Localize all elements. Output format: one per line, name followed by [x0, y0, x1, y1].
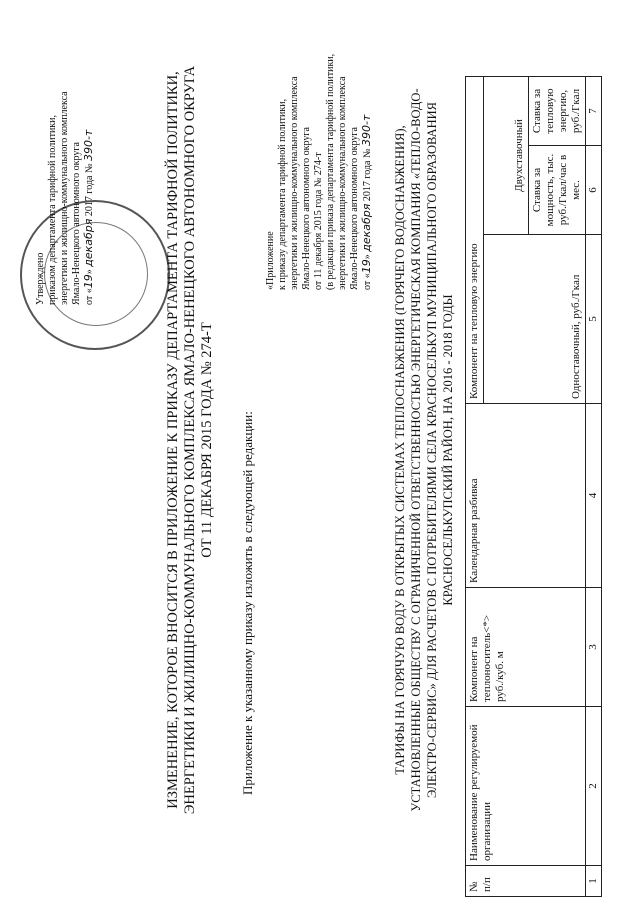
approval-line: Ямало-Ненецкого автономного округа: [71, 142, 82, 305]
column-number: 1: [586, 866, 602, 897]
appendix-line: (в редакции приказа департамента тарифной политики,: [325, 53, 336, 290]
order-number: 390-т: [360, 114, 373, 146]
date-prefix: от «: [362, 273, 373, 290]
appendix-line: «Приложение: [265, 231, 276, 290]
appendix-line: энергетики и жилищно-коммунального комплекса: [289, 76, 300, 290]
date-month: декабря: [82, 218, 95, 267]
header-number: № п/п: [466, 866, 586, 897]
date-prefix: от «: [84, 288, 95, 305]
intro-text: Приложение к указанному приказу изложить в следующей редакции:: [240, 411, 255, 795]
appendix-date-line: [361, 20, 374, 290]
column-number: 4: [586, 404, 602, 588]
heading-line: ИЗМЕНЕНИЕ, КОТОРОЕ ВНОСИТСЯ В ПРИЛОЖЕНИЕ К ПРИКАЗУ ДЕПАРТАМЕНТА ТАРИФНОЙ ПОЛИТИКИ,: [165, 71, 181, 809]
approval-date-line: [83, 45, 96, 305]
document-heading: [165, 50, 216, 830]
date-year: 2017 года №: [84, 163, 95, 217]
heading-line: ЭНЕРГЕТИКИ И ЖИЛИЩНО-КОММУНАЛЬНОГО КОМПЛЕКСА ЯМАЛО-НЕНЕЦКОГО АВТОНОМНОГО ОКРУГА: [182, 65, 198, 815]
column-number: 3: [586, 588, 602, 707]
date-month: декабря: [360, 203, 373, 252]
tariff-title-line: КРАСНОСЕЛЬКУПСКИЙ РАЙОН, НА 2016 - 2018 ГОДЫ: [441, 294, 455, 606]
approval-block: [35, 45, 96, 305]
approval-line: энергетики и жилищно-коммунального комплекса: [59, 91, 70, 305]
column-number: 5: [586, 235, 602, 404]
header-organization: Наименование регулируемой организации: [466, 707, 586, 866]
date-day: 19: [360, 259, 373, 274]
header-carrier-component: Компонент на теплоноситель<*> руб./куб. м: [466, 588, 586, 707]
column-number: 7: [586, 77, 602, 146]
appendix-line: к приказу департамента тарифной политики,: [277, 98, 288, 290]
header-single-rate: Одноставочный, руб./Гкал: [484, 235, 586, 404]
tariff-title-line: ЭЛЕКТРО-СЕРВИС» ДЛЯ РАСЧЕТОВ С ПОТРЕБИТЕЛЯМИ СЕЛА КРАСНОСЕЛЬКУП МУНИЦИПАЛЬНОГО ОБРАЗОВАНИЯ: [425, 102, 439, 799]
heading-line: ОТ 11 ДЕКАБРЯ 2015 ГОДА № 274-Т: [199, 322, 215, 558]
appendix-line: Ямало-Ненецкого автономного округа: [349, 127, 360, 290]
column-number: 6: [586, 146, 602, 235]
appendix-line: от 11 декабря 2015 года № 274-т: [313, 152, 324, 290]
column-number-row: [586, 77, 602, 897]
date-year: 2017 года №: [362, 148, 373, 202]
tariff-title-line: УСТАНОВЛЕННЫЕ ОБЩЕСТВУ С ОГРАНИЧЕННОЙ ОТВЕТСТВЕННОСТЬЮ ЭНЕРГЕТИЧЕСКАЯ КОМПАНИЯ «ТЕПЛО-ВОДО-: [409, 88, 423, 812]
tariff-title-line: ТАРИФЫ НА ГОРЯЧУЮ ВОДУ В ОТКРЫТЫХ СИСТЕМАХ ТЕПЛОСНАБЖЕНИЯ (ГОРЯЧЕГО ВОДОСНАБЖЕНИЯ),: [393, 125, 407, 775]
date-day: 19: [82, 274, 95, 289]
order-number: 390-т: [82, 129, 95, 161]
tariff-table: [465, 76, 602, 897]
date-mid: »: [84, 269, 95, 275]
tariff-title: [392, 35, 456, 865]
date-mid: »: [362, 254, 373, 260]
header-power-rate: Ставка за мощность, тыс. руб./Гкал/час в мес.: [529, 146, 586, 235]
approval-line: приказом департамента тарифной политики,: [47, 115, 58, 305]
header-heat-component: Компонент на тепловую энергию: [466, 77, 484, 404]
approval-line: Утверждено: [35, 252, 46, 305]
appendix-block: [265, 20, 374, 290]
header-energy-rate: Ставка за тепловую энергию, руб./Гкал: [529, 77, 586, 146]
column-number: 2: [586, 707, 602, 866]
header-calendar: Календарная разбивка: [466, 404, 586, 588]
appendix-line: Ямало-Ненецкого автономного округа: [301, 127, 312, 290]
appendix-line: энергетики и жилищно-коммунального комплекса: [337, 76, 348, 290]
header-double-rate: Двухставочный: [484, 77, 529, 235]
